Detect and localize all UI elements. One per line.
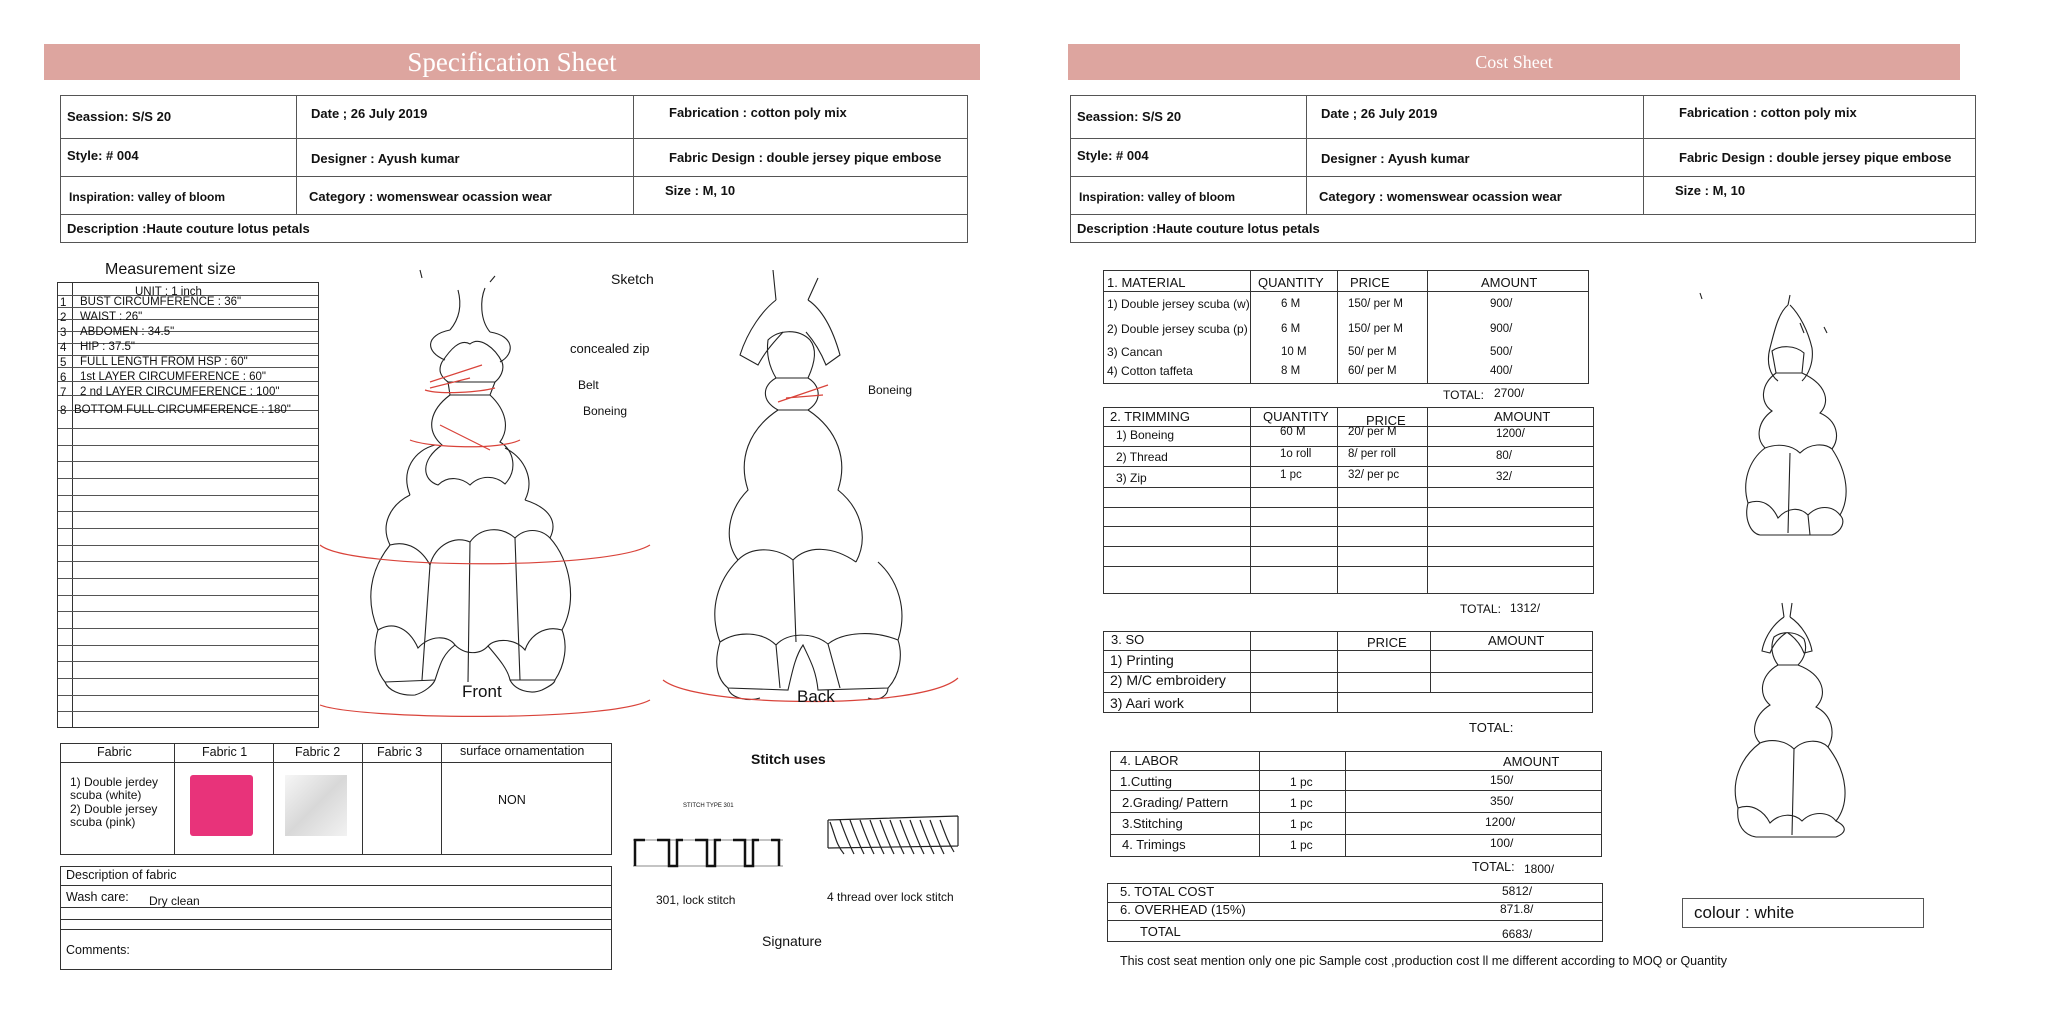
fabric-line-2: scuba (white) [70, 788, 142, 802]
trimming-cell: 8/ per roll [1348, 448, 1396, 460]
cost-fabrication-label: Fabrication : cotton poly mix [1679, 105, 1857, 120]
cost-dress-sketch-bottom [1700, 603, 1880, 843]
fabrication-label: Fabrication : cotton poly mix [669, 105, 847, 120]
material-cell: 1) Double jersey scuba (w) [1107, 297, 1250, 311]
labor-task: 1.Cutting [1120, 774, 1173, 789]
unit-label: UNIT : 1 inch [135, 286, 202, 298]
cost-date-label: Date ; 26 July 2019 [1321, 106, 1438, 121]
material-cell: 2) Double jersey scuba (p) [1107, 322, 1248, 336]
material-amount-header: AMOUNT [1481, 275, 1538, 290]
labor-amount: 1200/ [1485, 815, 1516, 829]
fabric-swatch-pink [190, 775, 253, 836]
fabric1-header: Fabric 1 [202, 745, 248, 759]
fabric-design-label: Fabric Design : double jersey pique embose [669, 150, 942, 165]
material-total-value: 2700/ [1494, 386, 1525, 400]
labor-qty: 1 pc [1290, 838, 1313, 852]
measurement-row-number: 4 [60, 342, 67, 354]
back-label: Back [797, 687, 835, 706]
spec-title: Specification Sheet [407, 47, 617, 77]
material-cell: 900/ [1490, 323, 1513, 335]
material-cell: 10 M [1281, 346, 1307, 358]
date-label: Date ; 26 July 2019 [311, 106, 428, 121]
material-cell: 150/ per M [1348, 323, 1403, 335]
cost-title-banner [1068, 44, 1960, 80]
labor-task: 2.Grading/ Pattern [1122, 795, 1229, 810]
ornament-value: NON [498, 793, 526, 807]
material-header: 1. MATERIAL [1107, 275, 1186, 290]
so-row-embroidery: 2) M/C embroidery [1110, 672, 1226, 688]
measurement-row-number: 3 [60, 327, 67, 339]
cost-inspiration-label: Inspiration: valley of bloom [1079, 190, 1236, 204]
comments-label: Comments: [66, 943, 130, 957]
fabric-swatch-white [285, 775, 347, 836]
fabric-header: Fabric [97, 745, 132, 759]
cost-fabric-design-label: Fabric Design : double jersey pique embose [1679, 150, 1952, 165]
style-label: Style: # 004 [67, 148, 139, 163]
cost-header-table [1070, 95, 1976, 243]
cost-dress-sketch-top [1700, 293, 1880, 543]
material-cell: 150/ per M [1348, 298, 1403, 310]
material-cell: 8 M [1281, 365, 1301, 377]
so-header: 3. SO [1111, 632, 1145, 647]
trimming-total-label: TOTAL: [1460, 602, 1501, 616]
measurement-row-label: ABDOMEN : 34.5" [80, 326, 175, 338]
measurement-title: Measurement size [105, 261, 236, 278]
total-cost-label: 5. TOTAL COST [1120, 884, 1215, 899]
material-total-label: TOTAL: [1443, 388, 1484, 402]
front-label: Front [462, 682, 502, 701]
designer-label: Designer : Ayush kumar [311, 151, 460, 166]
stitch-type-label: STITCH TYPE 301 [683, 803, 734, 809]
stitch-title: Stitch uses [751, 751, 826, 767]
inspiration-label: Inspiration: valley of bloom [69, 190, 226, 204]
wash-care-label: Wash care: [66, 890, 129, 904]
cost-category-label: Category : womenswear ocassion wear [1319, 189, 1562, 204]
cost-description-label: Description :Haute couture lotus petals [1077, 221, 1320, 236]
material-cell: 500/ [1490, 346, 1513, 358]
trimming-price-header: PRICE [1366, 413, 1406, 428]
trimming-cell: 60 M [1280, 426, 1306, 438]
so-price-header: PRICE [1367, 635, 1407, 650]
measurement-row-label: BUST CIRCUMFERENCE : 36" [80, 296, 242, 308]
material-qty-header: QUANTITY [1258, 275, 1324, 290]
measurement-row-label: WAIST : 26" [80, 311, 143, 323]
grand-total-value: 6683/ [1502, 927, 1533, 941]
trimming-cell: 32/ per pc [1348, 469, 1400, 481]
category-label: Category : womenswear ocassion wear [309, 189, 552, 204]
measurement-row-number: 6 [60, 372, 67, 384]
cost-season-label: Seassion: S/S 20 [1077, 109, 1182, 124]
trimming-qty-header: QUANTITY [1263, 409, 1329, 424]
back-dress-sketch [668, 270, 968, 720]
measurement-row-label: 2 nd LAYER CIRCUMFERENCE : 100" [80, 386, 280, 398]
grand-total-label: TOTAL [1140, 924, 1181, 939]
belt-callout: Belt [578, 378, 599, 392]
overlock-stitch-icon [818, 808, 968, 868]
material-cell: 3) Cancan [1107, 345, 1163, 359]
spec-header-table [60, 95, 968, 243]
front-dress-sketch [330, 270, 670, 720]
ornament-header: surface ornamentation [460, 744, 585, 758]
trimming-header: 2. TRIMMING [1110, 409, 1190, 424]
measurement-row-number: 2 [60, 312, 67, 324]
cost-size-label: Size : M, 10 [1675, 183, 1746, 198]
trimming-cell: 2) Thread [1116, 450, 1168, 464]
labor-header: 4. LABOR [1120, 753, 1179, 768]
cost-title: Cost Sheet [1475, 52, 1553, 72]
measurement-row-label: HIP : 37.5" [80, 341, 136, 353]
measurement-row-label: BOTTOM FULL CIRCUMFERENCE : 180" [74, 404, 291, 416]
trimming-cell: 3) Zip [1116, 471, 1147, 485]
total-cost-value: 5812/ [1502, 884, 1533, 898]
cost-style-label: Style: # 004 [1077, 148, 1149, 163]
fabric-line-3: 2) Double jersey [70, 802, 158, 816]
material-cell: 4) Cotton taffeta [1107, 364, 1193, 378]
labor-qty: 1 pc [1290, 796, 1313, 810]
so-total-label: TOTAL: [1469, 720, 1514, 735]
trimming-cell: 32/ [1496, 471, 1512, 483]
labor-amount: 350/ [1490, 794, 1514, 808]
material-cell: 60/ per M [1348, 365, 1397, 377]
material-cell: 6 M [1281, 323, 1301, 335]
so-row-aari: 3) Aari work [1110, 695, 1184, 711]
labor-total-value: 1800/ [1524, 862, 1555, 876]
season-label: Seassion: S/S 20 [67, 109, 172, 124]
colour-label: colour : white [1694, 903, 1795, 922]
trimming-cell: 20/ per M [1348, 426, 1397, 438]
trimming-cell: 1200/ [1496, 428, 1525, 440]
lock-stitch-label: 301, lock stitch [656, 893, 736, 907]
fabric-description-label: Description of fabric [66, 868, 177, 882]
material-cell: 400/ [1490, 365, 1513, 377]
measurement-row-label: 1st LAYER CIRCUMFERENCE : 60" [80, 371, 266, 383]
boneing-callout-back: Boneing [868, 383, 913, 397]
labor-qty: 1 pc [1290, 817, 1313, 831]
so-row-printing: 1) Printing [1110, 652, 1174, 668]
fabric-line-1: 1) Double jerdey [70, 775, 159, 789]
signature-label: Signature [762, 933, 822, 949]
trimming-cell: 1o roll [1280, 448, 1312, 460]
fabric-line-4: scuba (pink) [70, 815, 136, 829]
labor-total-label: TOTAL: [1472, 860, 1515, 874]
boneing-callout-front: Boneing [583, 404, 628, 418]
trimming-cell: 80/ [1496, 450, 1512, 462]
lock-stitch-icon [633, 820, 783, 870]
measurement-row-number: 8 [60, 405, 67, 417]
material-cell: 900/ [1490, 298, 1513, 310]
material-price-header: PRICE [1350, 275, 1390, 290]
material-cell: 6 M [1281, 298, 1301, 310]
measurement-row-number: 1 [60, 297, 67, 309]
overhead-label: 6. OVERHEAD (15%) [1120, 902, 1246, 917]
trimming-cell: 1) Boneing [1116, 428, 1175, 442]
zip-callout: concealed zip [570, 341, 650, 356]
fabric2-header: Fabric 2 [295, 745, 341, 759]
wash-care-value: Dry clean [149, 894, 200, 908]
size-label: Size : M, 10 [665, 183, 736, 198]
overlock-stitch-label: 4 thread over lock stitch [827, 890, 954, 904]
spec-title-banner [44, 44, 980, 80]
sketch-title: Sketch [611, 271, 654, 287]
labor-amount: 100/ [1490, 836, 1514, 850]
material-cell: 50/ per M [1348, 346, 1397, 358]
labor-amount: 150/ [1490, 773, 1514, 787]
trimming-amount-header: AMOUNT [1494, 409, 1551, 424]
so-amount-header: AMOUNT [1488, 633, 1545, 648]
fabric3-header: Fabric 3 [377, 745, 423, 759]
measurement-row-number: 5 [60, 357, 67, 369]
measurement-row-number: 7 [60, 387, 67, 399]
labor-task: 4. Trimings [1122, 837, 1186, 852]
trimming-total-value: 1312/ [1510, 601, 1541, 615]
labor-task: 3.Stitching [1122, 816, 1183, 831]
labor-amount-header: AMOUNT [1503, 754, 1560, 769]
overhead-value: 871.8/ [1500, 902, 1534, 916]
description-label: Description :Haute couture lotus petals [67, 221, 310, 236]
trimming-cell: 1 pc [1280, 469, 1302, 481]
labor-qty: 1 pc [1290, 775, 1313, 789]
measurement-row-label: FULL LENGTH FROM HSP : 60" [80, 356, 248, 368]
cost-designer-label: Designer : Ayush kumar [1321, 151, 1470, 166]
cost-note: This cost seat mention only one pic Sample cost ,production cost ll me different according to MOQ or Quantity [1120, 954, 1728, 968]
